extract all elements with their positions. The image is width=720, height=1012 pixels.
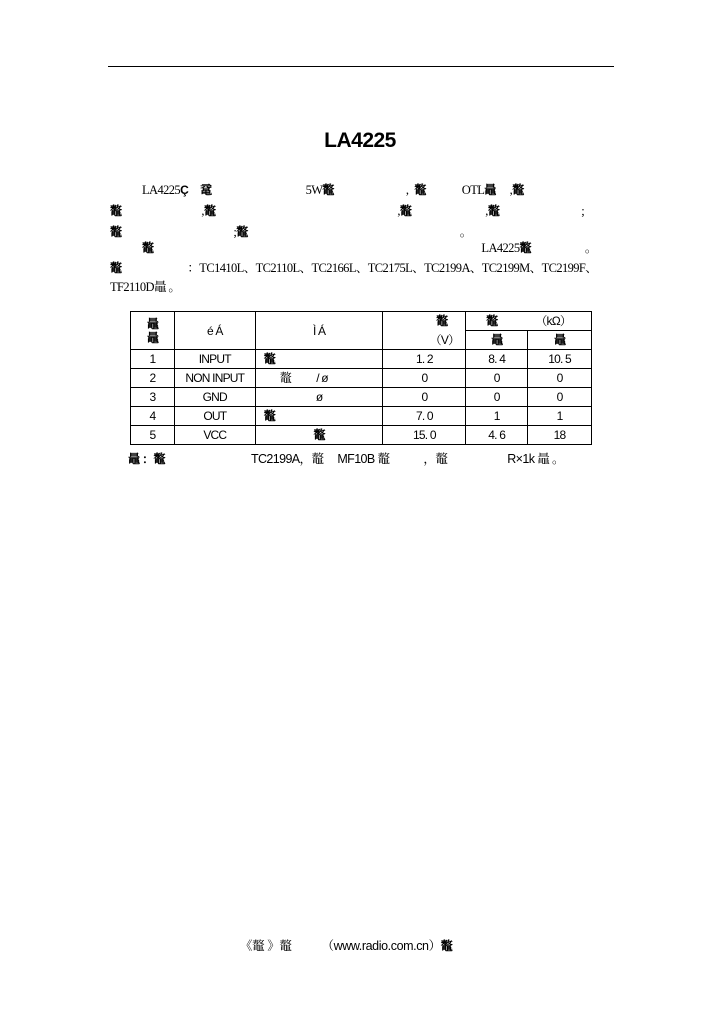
- compatible-models-cont: TF2110D: [110, 280, 154, 294]
- text-fragment: LA4225: [142, 183, 181, 197]
- table-note: 鼂 ：鼇 TC2199A，鼇 MF10B 鼇 ，鼇 R×1k 鼂 。: [128, 452, 564, 466]
- text-fragment: ,: [405, 183, 409, 197]
- glyph: 鼇: [236, 225, 248, 239]
- glyph: 鼇: [414, 183, 426, 197]
- header-resistance: 鼇 （kΩ）: [466, 312, 592, 331]
- glyph: 鼇: [110, 261, 122, 275]
- page-footer: 《鼇 》鼇 （www.radio.com.cn）鼇: [240, 939, 453, 953]
- glyph: Ç: [180, 183, 189, 197]
- table-row: 4 OUT 鼇 7. 0 1 1: [131, 407, 592, 426]
- glyph: 鼂: [484, 183, 496, 197]
- header-r-black: 鼂: [528, 331, 592, 350]
- glyph: 鼇: [519, 241, 531, 255]
- text-fragment: ,: [397, 204, 400, 218]
- paragraph-1-line-2: [110, 202, 584, 219]
- glyph: 鼇: [322, 183, 334, 197]
- text-fragment: 鼂 。: [153, 280, 181, 294]
- header-voltage: 鼇: [383, 312, 466, 331]
- table-row: 5 VCC 鼇 15. 0 4. 6 18: [131, 426, 592, 445]
- paragraph-2-line-2: [110, 258, 597, 276]
- glyph: 鼋: [200, 183, 212, 197]
- compatible-models: ：TC1410L、TC2110L、TC2166L、TC2175L、TC2199A、TC2199M、TC2199F、: [187, 261, 598, 275]
- text-fragment: ,: [201, 204, 204, 218]
- glyph: 鼇: [110, 225, 122, 239]
- glyph: 鼇: [399, 204, 412, 218]
- footer-url[interactable]: （www.radio.com.cn）: [321, 939, 441, 953]
- table-row: 1 INPUT 鼇 1. 2 8. 4 10. 5: [131, 350, 592, 369]
- glyph: 鼇: [487, 204, 500, 218]
- header-pin: 鼂 鼂: [131, 312, 175, 350]
- header-function: Ì Á: [255, 312, 383, 350]
- table-row: 2 NON INPUT 鼇 / ø 0 0 0: [131, 369, 592, 388]
- text-fragment: ;: [581, 204, 585, 218]
- text-fragment: ,: [509, 183, 513, 197]
- text-fragment: 5W: [305, 183, 323, 197]
- glyph: 鼇: [512, 183, 524, 197]
- header-rule: [108, 66, 614, 67]
- glyph: 鼇: [110, 204, 122, 218]
- paragraph-2-line-1: [142, 238, 597, 256]
- text-fragment: ,: [485, 204, 488, 218]
- pin-voltage-table: [130, 311, 592, 445]
- text-fragment: OTL: [461, 183, 485, 197]
- document-title: LA4225: [324, 129, 396, 152]
- text-fragment: 。: [459, 225, 472, 239]
- paragraph-2-line-3: [110, 277, 180, 295]
- header-r-red: 鼂: [466, 331, 528, 350]
- table-row: 3 GND ø 0 0 0: [131, 388, 592, 407]
- text-fragment: ;: [233, 225, 237, 239]
- paragraph-1-line-1: [142, 181, 524, 198]
- header-voltage-unit: （V）: [383, 331, 466, 350]
- glyph: 鼇: [203, 204, 216, 218]
- glyph: 鼇: [142, 241, 154, 255]
- header-symbol: é Á: [174, 312, 255, 350]
- text-fragment: 。: [584, 241, 597, 255]
- text-fragment: LA4225: [481, 241, 520, 255]
